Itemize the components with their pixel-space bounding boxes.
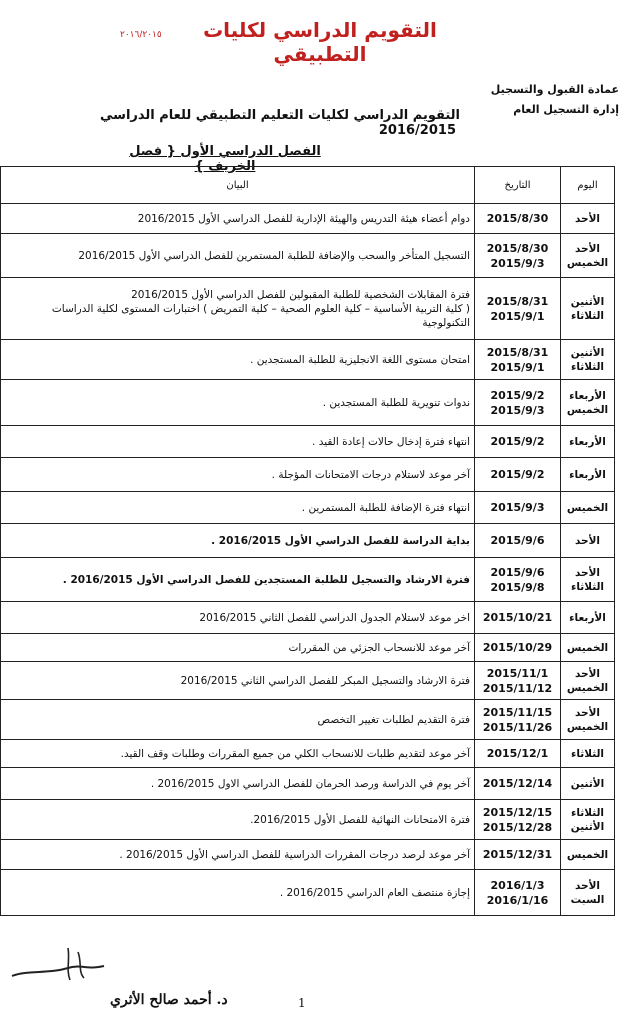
header-desc: البيان xyxy=(1,167,475,204)
day-cell xyxy=(561,768,615,800)
date-cell xyxy=(475,840,561,870)
table-row xyxy=(1,700,615,740)
date-cell xyxy=(475,278,561,340)
day-cell-line: الخميس xyxy=(566,641,609,654)
date-cell-line: 2016/1/16 xyxy=(486,893,549,907)
desc-cell-line: انتهاء فترة إدخال حالات إعادة القيد . xyxy=(312,435,470,448)
day-cell xyxy=(561,634,615,662)
date-cell xyxy=(475,558,561,602)
day-cell-line: الأحد xyxy=(574,879,601,892)
day-cell xyxy=(561,492,615,524)
date-cell-line: 2015/9/6 xyxy=(490,565,545,579)
desc-cell-line: انتهاء فترة الإضافة للطلبة المستمرين . xyxy=(301,501,470,514)
desc-cell xyxy=(1,602,475,634)
date-cell-line: 2015/11/12 xyxy=(482,681,553,695)
day-cell xyxy=(561,524,615,558)
day-cell xyxy=(561,800,615,840)
desc-cell xyxy=(1,700,475,740)
date-cell-line: 2015/12/15 xyxy=(482,805,553,819)
day-cell xyxy=(561,740,615,768)
date-cell xyxy=(475,340,561,380)
day-cell-line: الثلاثاء xyxy=(570,309,605,322)
date-cell-line: 2015/8/30 xyxy=(486,212,549,225)
date-cell-line: 2015/9/6 xyxy=(490,534,545,547)
day-cell xyxy=(561,840,615,870)
desc-cell-line: دوام أعضاء هيئة التدريس والهيئة الإدارية للفصل الدراسي الأول 2016/2015 xyxy=(137,212,470,225)
day-cell xyxy=(561,340,615,380)
desc-cell-line: فترة الامتحانات النهائية للفصل الأول 2016/2015. xyxy=(250,813,470,826)
date-cell xyxy=(475,740,561,768)
document-title xyxy=(25,108,460,138)
desc-cell-line: اخر موعد لاستلام الجدول الدراسي للفصل الثاني 2016/2015 xyxy=(199,611,470,624)
date-cell-line: 2015/8/31 xyxy=(486,345,549,359)
table-row xyxy=(1,800,615,840)
table-row xyxy=(1,840,615,870)
table-row xyxy=(1,204,615,234)
table-row xyxy=(1,426,615,458)
day-cell xyxy=(561,278,615,340)
calendar-body xyxy=(1,204,615,916)
desc-cell-line: ( كلية التربية الأساسية – كلية العلوم الصحية – كلية التمريض ) اختبارات المستوى لكلية الدراسات التكنولوجية xyxy=(51,302,470,329)
desc-cell xyxy=(1,768,475,800)
date-cell xyxy=(475,204,561,234)
date-cell xyxy=(475,768,561,800)
table-row xyxy=(1,870,615,916)
date-cell xyxy=(475,492,561,524)
table-row xyxy=(1,458,615,492)
day-cell-line: الخميس xyxy=(566,256,609,269)
day-cell-line: الأحد xyxy=(574,667,601,680)
day-cell xyxy=(561,380,615,426)
day-cell-line: الأثنين xyxy=(570,820,605,833)
day-cell xyxy=(561,204,615,234)
date-cell-line: 2015/8/31 xyxy=(486,294,549,308)
day-cell-line: الأحد xyxy=(574,242,601,255)
desc-cell xyxy=(1,870,475,916)
day-cell-line: الخميس xyxy=(566,403,609,416)
header-date: التاريخ xyxy=(475,167,561,204)
day-cell-line: الخميس xyxy=(566,501,609,514)
table-row xyxy=(1,662,615,700)
table-row xyxy=(1,558,615,602)
document-title-text: التقويم الدراسي لكليات التعليم التطبيقي للعام الدراسي xyxy=(100,108,460,123)
day-cell-line: الأحد xyxy=(574,534,601,547)
desc-cell-line: التسجيل المتأخر والسحب والإضافة للطلبة المستمرين للفصل الدراسي الأول 2016/2015 xyxy=(78,249,470,262)
desc-cell-line: آخر موعد لاستلام درجات الامتحانات المؤجلة . xyxy=(271,468,470,481)
day-cell-line: الخميس xyxy=(566,848,609,861)
day-cell-line: الأثنين xyxy=(570,777,605,790)
date-cell-line: 2016/1/3 xyxy=(490,878,545,892)
desc-cell-line: فترة الارشاد والتسجيل للطلبة المستجدين للفصل الدراسي الأول 2016/2015 . xyxy=(62,573,470,586)
table-row xyxy=(1,524,615,558)
table-row xyxy=(1,634,615,662)
table-row xyxy=(1,740,615,768)
table-row xyxy=(1,768,615,800)
day-cell-line: الثلاثاء xyxy=(570,360,605,373)
date-cell-line: 2015/9/3 xyxy=(490,403,545,417)
day-cell-line: الثلاثاء xyxy=(570,747,605,760)
table-row xyxy=(1,340,615,380)
desc-cell-line: فترة المقابلات الشخصية للطلبة المقبولين للفصل الدراسي الأول 2016/2015 xyxy=(131,288,470,301)
date-cell-line: 2015/9/3 xyxy=(490,256,545,270)
date-cell-line: 2015/9/2 xyxy=(490,468,545,481)
page-subtitle: ٢٠١٦/٢٠١٥ xyxy=(120,30,162,40)
day-cell xyxy=(561,426,615,458)
desc-cell xyxy=(1,840,475,870)
day-cell xyxy=(561,602,615,634)
date-cell-line: 2015/12/31 xyxy=(482,848,553,861)
table-row xyxy=(1,234,615,278)
date-cell xyxy=(475,380,561,426)
date-cell xyxy=(475,234,561,278)
date-cell-line: 2015/11/15 xyxy=(482,705,553,719)
desc-cell-line: ندوات تنويرية للطلبة المستجدين . xyxy=(322,396,470,409)
date-cell-line: 2015/11/1 xyxy=(486,666,549,680)
date-cell-line: 2015/12/14 xyxy=(482,777,553,790)
desc-cell xyxy=(1,426,475,458)
date-cell-line: 2015/10/21 xyxy=(482,611,553,624)
day-cell-line: الأحد xyxy=(574,212,601,225)
date-cell-line: 2015/10/29 xyxy=(482,641,553,654)
date-cell-line: 2015/9/3 xyxy=(490,501,545,514)
desc-cell xyxy=(1,278,475,340)
table-row xyxy=(1,278,615,340)
desc-cell-line: فترة التقديم لطلبات تغيير التخصص xyxy=(317,713,470,726)
date-cell-line: 2015/9/1 xyxy=(490,360,545,374)
desc-cell-line: آخر موعد لرصد درجات المقررات الدراسية للفصل الدراسي الأول 2016/2015 . xyxy=(119,848,470,861)
date-cell xyxy=(475,524,561,558)
document-year: 2016/2015 xyxy=(378,123,456,138)
day-cell xyxy=(561,662,615,700)
desc-cell-line: إجازة منتصف العام الدراسي 2016/2015 . xyxy=(279,886,470,899)
day-cell-line: الخميس xyxy=(566,681,609,694)
department-line-2: إدارة التسجيل العام xyxy=(513,103,619,116)
desc-cell-line: آخر موعد لتقديم طلبات للانسحاب الكلي من جميع المقررات وطلبات وقف القيد. xyxy=(120,747,470,760)
date-cell xyxy=(475,426,561,458)
department-line-1: عمادة القبول والتسجيل xyxy=(490,83,619,96)
date-cell xyxy=(475,800,561,840)
desc-cell xyxy=(1,634,475,662)
date-cell-line: 2015/8/30 xyxy=(486,241,549,255)
desc-cell-line: فترة الارشاد والتسجيل المبكر للفصل الدراسي الثاني 2016/2015 xyxy=(180,674,470,687)
day-cell-line: السبت xyxy=(570,893,605,906)
day-cell-line: الأربعاء xyxy=(569,435,606,448)
day-cell-line: الأثنين xyxy=(570,295,605,308)
desc-cell xyxy=(1,380,475,426)
day-cell-line: الأربعاء xyxy=(569,468,606,481)
desc-cell-line: آخر موعد للانسحاب الجزئي من المقررات xyxy=(288,641,470,654)
day-cell-line: الأثنين xyxy=(570,346,605,359)
desc-cell xyxy=(1,492,475,524)
desc-cell-line: امتحان مستوى اللغة الانجليزية للطلبة المستجدين . xyxy=(250,353,470,366)
day-cell-line: الأحد xyxy=(574,566,601,579)
signature-mark xyxy=(8,940,108,988)
department-block xyxy=(469,80,619,120)
date-cell-line: 2015/12/1 xyxy=(486,747,549,760)
date-cell-line: 2015/11/26 xyxy=(482,720,553,734)
desc-cell xyxy=(1,800,475,840)
day-cell xyxy=(561,458,615,492)
table-header-row xyxy=(1,167,615,204)
desc-cell xyxy=(1,234,475,278)
desc-cell-line: آخر يوم في الدراسة ورصد الحرمان للفصل الدراسي الاول 2016/2015 . xyxy=(150,777,470,790)
calendar-table xyxy=(0,166,615,916)
day-cell-line: الثلاثاء xyxy=(570,580,605,593)
date-cell-line: 2015/9/2 xyxy=(490,435,545,448)
desc-cell xyxy=(1,740,475,768)
day-cell xyxy=(561,700,615,740)
desc-cell xyxy=(1,458,475,492)
day-cell-line: الأربعاء xyxy=(569,389,606,402)
date-cell xyxy=(475,700,561,740)
date-cell-line: 2015/12/28 xyxy=(482,820,553,834)
day-cell-line: الخميس xyxy=(566,720,609,733)
date-cell-line: 2015/9/8 xyxy=(490,580,545,594)
page-number: 1 xyxy=(298,996,306,1010)
desc-cell-line: بداية الدراسة للفصل الدراسي الأول 2016/2015 . xyxy=(211,534,470,547)
table-row xyxy=(1,492,615,524)
header-day: اليوم xyxy=(561,167,615,204)
signature-name: د. أحمد صالح الأثري xyxy=(110,992,228,1008)
desc-cell xyxy=(1,524,475,558)
date-cell-line: 2015/9/1 xyxy=(490,309,545,323)
semester-heading: الفصل الدراسي الأول { فصل الخريف } xyxy=(129,144,321,174)
desc-cell xyxy=(1,340,475,380)
date-cell xyxy=(475,458,561,492)
date-cell xyxy=(475,602,561,634)
table-row xyxy=(1,602,615,634)
date-cell xyxy=(475,870,561,916)
day-cell xyxy=(561,558,615,602)
page-title: التقويم الدراسي لكليات التطبيقي xyxy=(203,18,437,66)
date-cell xyxy=(475,634,561,662)
day-cell-line: الثلاثاء xyxy=(570,806,605,819)
date-cell-line: 2015/9/2 xyxy=(490,388,545,402)
desc-cell xyxy=(1,662,475,700)
day-cell-line: الأربعاء xyxy=(569,611,606,624)
desc-cell xyxy=(1,204,475,234)
desc-cell xyxy=(1,558,475,602)
table-row xyxy=(1,380,615,426)
day-cell xyxy=(561,870,615,916)
date-cell xyxy=(475,662,561,700)
day-cell-line: الأحد xyxy=(574,706,601,719)
day-cell xyxy=(561,234,615,278)
